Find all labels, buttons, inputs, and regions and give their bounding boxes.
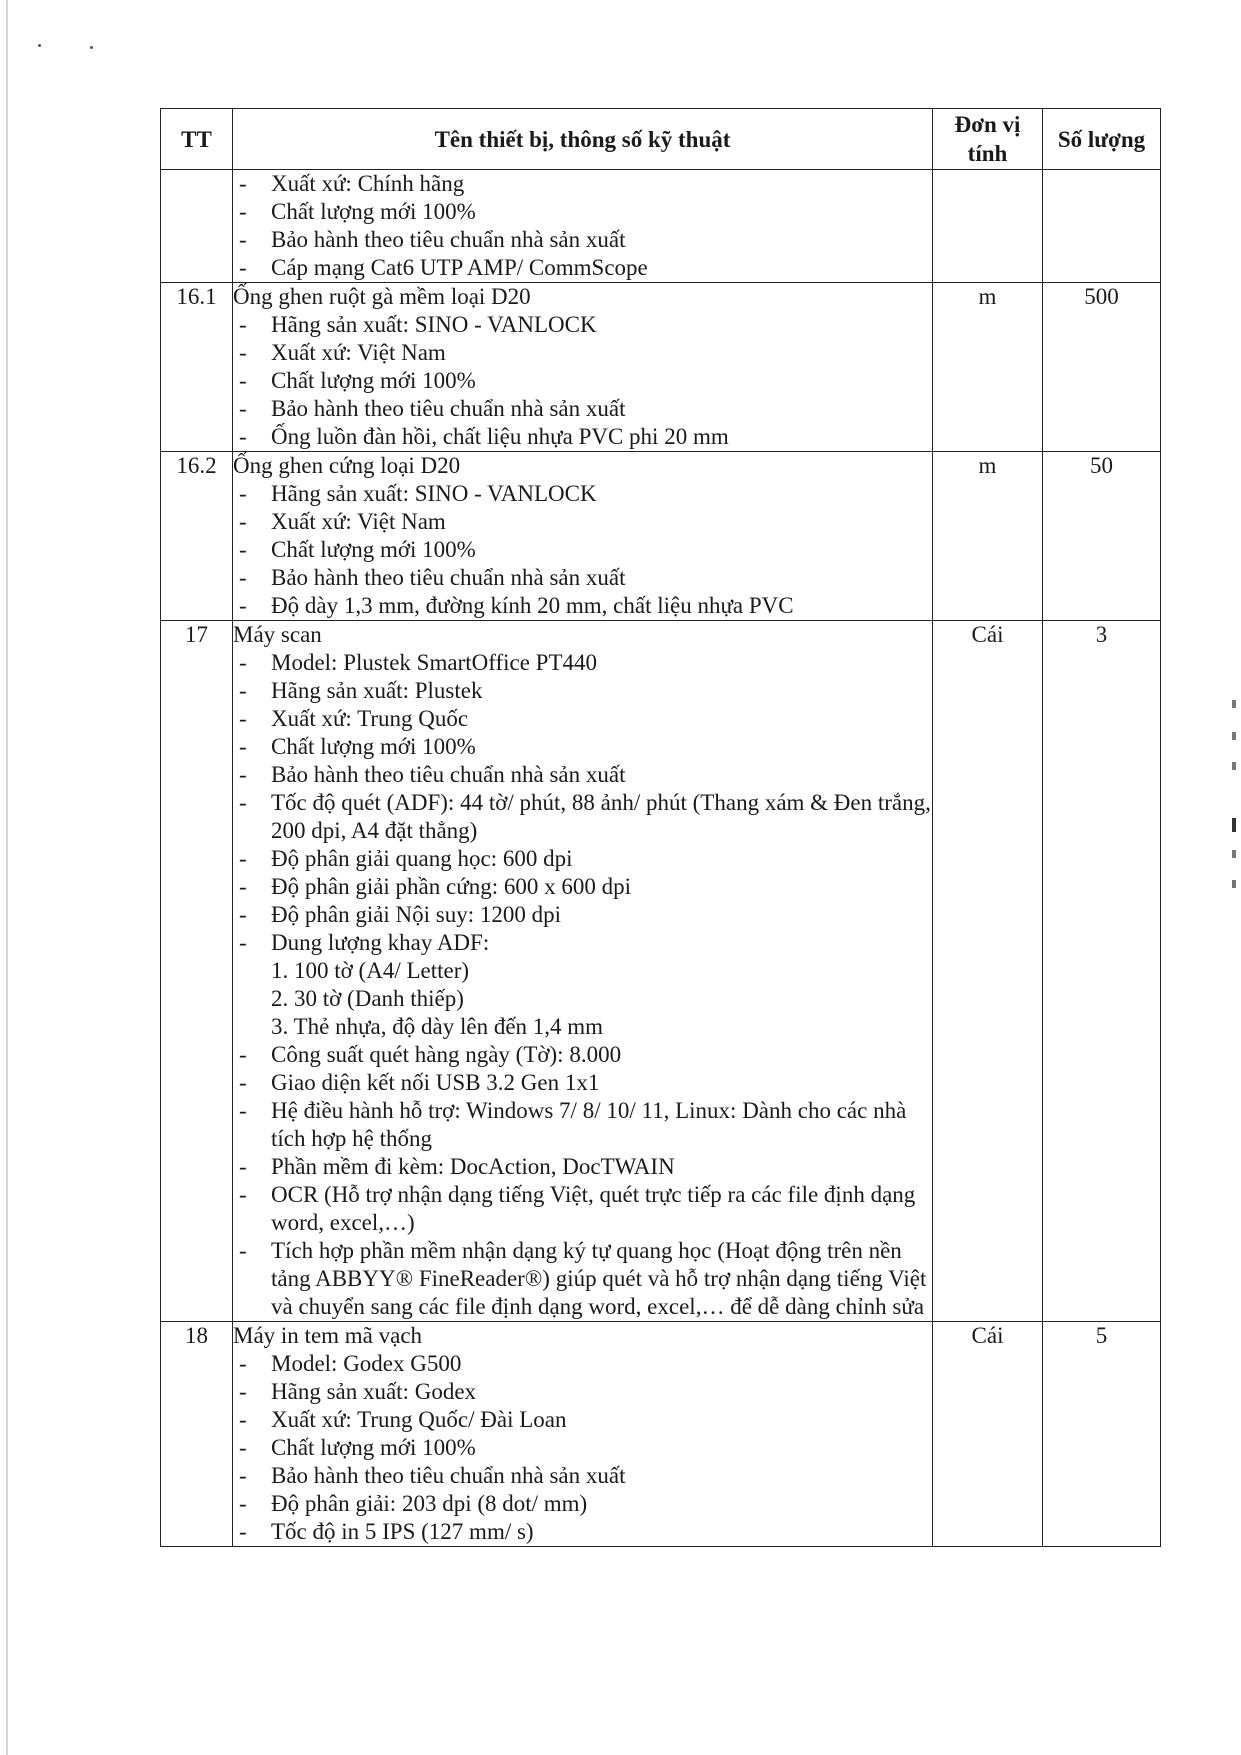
spec-item: - Bảo hành theo tiêu chuẩn nhà sản xuất (233, 395, 932, 423)
cell-tt: 16.1 (161, 283, 233, 452)
cell-unit: m (933, 452, 1043, 621)
header-tt: TT (161, 109, 233, 170)
cell-desc (233, 621, 933, 1322)
spec-item: - Chất lượng mới 100% (233, 367, 932, 395)
spec-item: - Bảo hành theo tiêu chuẩn nhà sản xuất (233, 564, 932, 592)
scan-edge (6, 0, 8, 1755)
table-header-row (161, 109, 1161, 170)
spec-item: - Chất lượng mới 100% (233, 1434, 932, 1462)
item-title: Máy scan (233, 622, 322, 647)
spec-item: - Cáp mạng Cat6 UTP AMP/ CommScope (233, 254, 932, 282)
spec-item: - Ống luồn đàn hồi, chất liệu nhựa PVC phi 20 mm (233, 423, 932, 451)
spec-item: - Hãng sản xuất: SINO - VANLOCK (233, 311, 932, 339)
cell-unit: Cái (933, 1322, 1043, 1547)
adf-item: 3. Thẻ nhựa, độ dày lên đến 1,4 mm (271, 1014, 604, 1039)
spec-item: - Công suất quét hàng ngày (Tờ): 8.000 (233, 1041, 932, 1069)
item-title: Máy in tem mã vạch (233, 1323, 423, 1348)
spec-item (233, 929, 932, 1041)
table-row-18 (161, 1322, 1161, 1547)
header-unit: Đơn vị tính (933, 109, 1043, 170)
spec-item: - Chất lượng mới 100% (233, 536, 932, 564)
cell-desc (233, 1322, 933, 1547)
table-row-continuation (161, 170, 1161, 283)
margin-marks (1232, 700, 1240, 900)
spec-item: - Hãng sản xuất: Godex (233, 1378, 932, 1406)
cell-unit: Cái (933, 621, 1043, 1322)
spec-item-text: Dung lượng khay ADF: (271, 930, 490, 955)
spec-item: - Tích hợp phần mềm nhận dạng ký tự quang học (Hoạt động trên nền tảng ABBYY® FineReader®) giúp quét và hỗ trợ nhận dạng tiếng Việt và chuyển sang các file định dạng word, excel,… để dễ dàng chỉnh sửa (233, 1237, 932, 1321)
spec-item: - Chất lượng mới 100% (233, 198, 932, 226)
item-title: Ống ghen ruột gà mềm loại D20 (233, 284, 531, 309)
header-qty: Số lượng (1043, 109, 1161, 170)
spec-item: - Tốc độ in 5 IPS (127 mm/ s) (233, 1518, 932, 1546)
spec-item: - Hãng sản xuất: SINO - VANLOCK (233, 480, 932, 508)
adf-item: 2. 30 tờ (Danh thiếp) (271, 986, 464, 1011)
spec-item: - Hãng sản xuất: Plustek (233, 677, 932, 705)
cell-qty: 500 (1043, 283, 1161, 452)
table-row-17 (161, 621, 1161, 1322)
header-name: Tên thiết bị, thông số kỹ thuật (233, 109, 933, 170)
cell-qty: 50 (1043, 452, 1161, 621)
spec-list (233, 311, 932, 451)
table-row-16-1 (161, 283, 1161, 452)
spec-item: - Phần mềm đi kèm: DocAction, DocTWAIN (233, 1153, 932, 1181)
spec-item: - Tốc độ quét (ADF): 44 tờ/ phút, 88 ảnh/ phút (Thang xám & Đen trắng, 200 dpi, A4 đặt thẳng) (233, 789, 932, 845)
adf-capacity-list (271, 957, 932, 1041)
spec-item: - Xuất xứ: Việt Nam (233, 508, 932, 536)
spec-item: - Độ phân giải phần cứng: 600 x 600 dpi (233, 873, 932, 901)
spec-item: - Bảo hành theo tiêu chuẩn nhà sản xuất (233, 761, 932, 789)
spec-list (233, 170, 932, 282)
cell-desc (233, 170, 933, 283)
cell-tt: 16.2 (161, 452, 233, 621)
spec-item: - Độ phân giải Nội suy: 1200 dpi (233, 901, 932, 929)
cell-qty: 5 (1043, 1322, 1161, 1547)
spec-list (233, 649, 932, 1321)
spec-item: - Xuất xứ: Trung Quốc (233, 705, 932, 733)
cell-tt (161, 170, 233, 283)
spec-item: - Model: Godex G500 (233, 1350, 932, 1378)
cell-qty: 3 (1043, 621, 1161, 1322)
cell-tt: 18 (161, 1322, 233, 1547)
table-row-16-2 (161, 452, 1161, 621)
cell-unit (933, 170, 1043, 283)
spec-item: - Độ dày 1,3 mm, đường kính 20 mm, chất liệu nhựa PVC (233, 592, 932, 620)
spec-item: - Độ phân giải: 203 dpi (8 dot/ mm) (233, 1490, 932, 1518)
cell-tt: 17 (161, 621, 233, 1322)
spec-item: - Chất lượng mới 100% (233, 733, 932, 761)
equipment-spec-table (160, 108, 1161, 1547)
spec-list (233, 1350, 932, 1546)
spec-item: - Giao diện kết nối USB 3.2 Gen 1x1 (233, 1069, 932, 1097)
spec-item: - Hệ điều hành hỗ trợ: Windows 7/ 8/ 10/ 11, Linux: Dành cho các nhà tích hợp hệ thống (233, 1097, 932, 1153)
spec-item: - Bảo hành theo tiêu chuẩn nhà sản xuất (233, 226, 932, 254)
spec-item: - Model: Plustek SmartOffice PT440 (233, 649, 932, 677)
item-title: Ống ghen cứng loại D20 (233, 453, 461, 478)
spec-item: - OCR (Hỗ trợ nhận dạng tiếng Việt, quét trực tiếp ra các file định dạng word, excel,…) (233, 1181, 932, 1237)
adf-item: 1. 100 tờ (A4/ Letter) (271, 958, 470, 983)
spec-list (233, 480, 932, 620)
spec-item: - Bảo hành theo tiêu chuẩn nhà sản xuất (233, 1462, 932, 1490)
spec-item: - Xuất xứ: Trung Quốc/ Đài Loan (233, 1406, 932, 1434)
spec-item: - Độ phân giải quang học: 600 dpi (233, 845, 932, 873)
spec-item: - Xuất xứ: Việt Nam (233, 339, 932, 367)
cell-qty (1043, 170, 1161, 283)
scan-specks (38, 38, 98, 52)
spec-item: - Xuất xứ: Chính hãng (233, 170, 932, 198)
cell-desc (233, 283, 933, 452)
cell-unit: m (933, 283, 1043, 452)
cell-desc (233, 452, 933, 621)
